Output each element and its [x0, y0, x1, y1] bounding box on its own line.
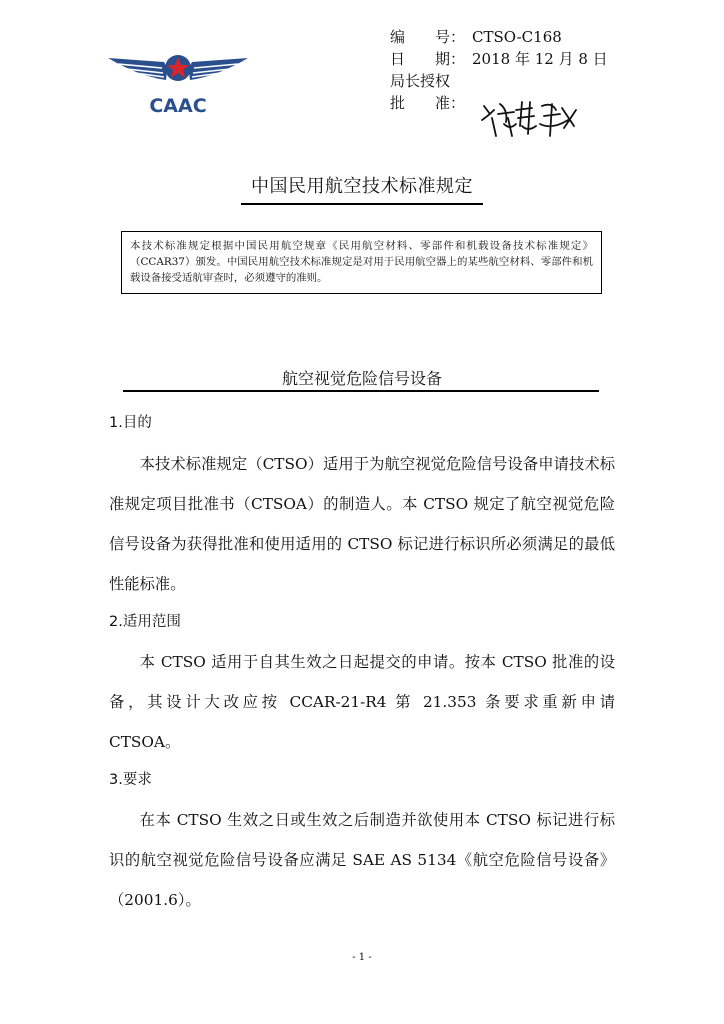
number-label: 编 号： [390, 28, 466, 46]
authorization-label: 局长授权 [390, 72, 451, 90]
subtitle-underline [123, 390, 599, 392]
date-value: 2018 年 12 月 8 日 [472, 50, 608, 68]
number-value: CTSO-C168 [472, 28, 562, 46]
section-body-requirements: 在本 CTSO 生效之日或生效之后制造并欲使用本 CTSO 标记进行标识的航空视觉危险信号设备应满足 SAE AS 5134《航空危险信号设备》（2001.6）。 [109, 811, 615, 909]
signature [478, 96, 578, 138]
logo-text: CAAC [149, 95, 207, 117]
document-title: 中国民用航空技术标准规定 [251, 176, 473, 197]
page-number: - 1 - [352, 952, 372, 963]
section-body-purpose: 本技术标准规定（CTSO）适用于为航空视觉危险信号设备申请技术标准规定项目批准书（CTSOA）的制造人。本 CTSO 规定了航空视觉危险信号设备为获得批准和使用适用的 CTSO 标记进行标识所必须满足的最低性能标准。 [109, 455, 615, 593]
title-underline [241, 203, 483, 205]
notice-box: 本技术标准规定根据中国民用航空规章《民用航空材料、零部件和机载设备技术标准规定》（CCAR37）颁发。中国民用航空技术标准规定是对用于民用航空器上的某些航空材料、零部件和机载设备接受适航审查时，必须遵守的准则。 [121, 231, 602, 294]
caac-logo [108, 54, 248, 118]
section-body-scope: 本 CTSO 适用于自其生效之日起提交的申请。按本 CTSO 批准的设备，其设计大改应按 CCAR-21-R4 第 21.353 条要求重新申请 CTSOA。 [109, 653, 615, 751]
standard-subtitle: 航空视觉危险信号设备 [281, 369, 442, 388]
approval-label: 批 准： [390, 94, 466, 112]
section-heading-purpose: 1.目的 [109, 415, 152, 431]
date-label: 日 期： [390, 50, 466, 68]
section-heading-requirements: 3.要求 [109, 772, 152, 788]
section-heading-scope: 2.适用范围 [109, 614, 181, 630]
